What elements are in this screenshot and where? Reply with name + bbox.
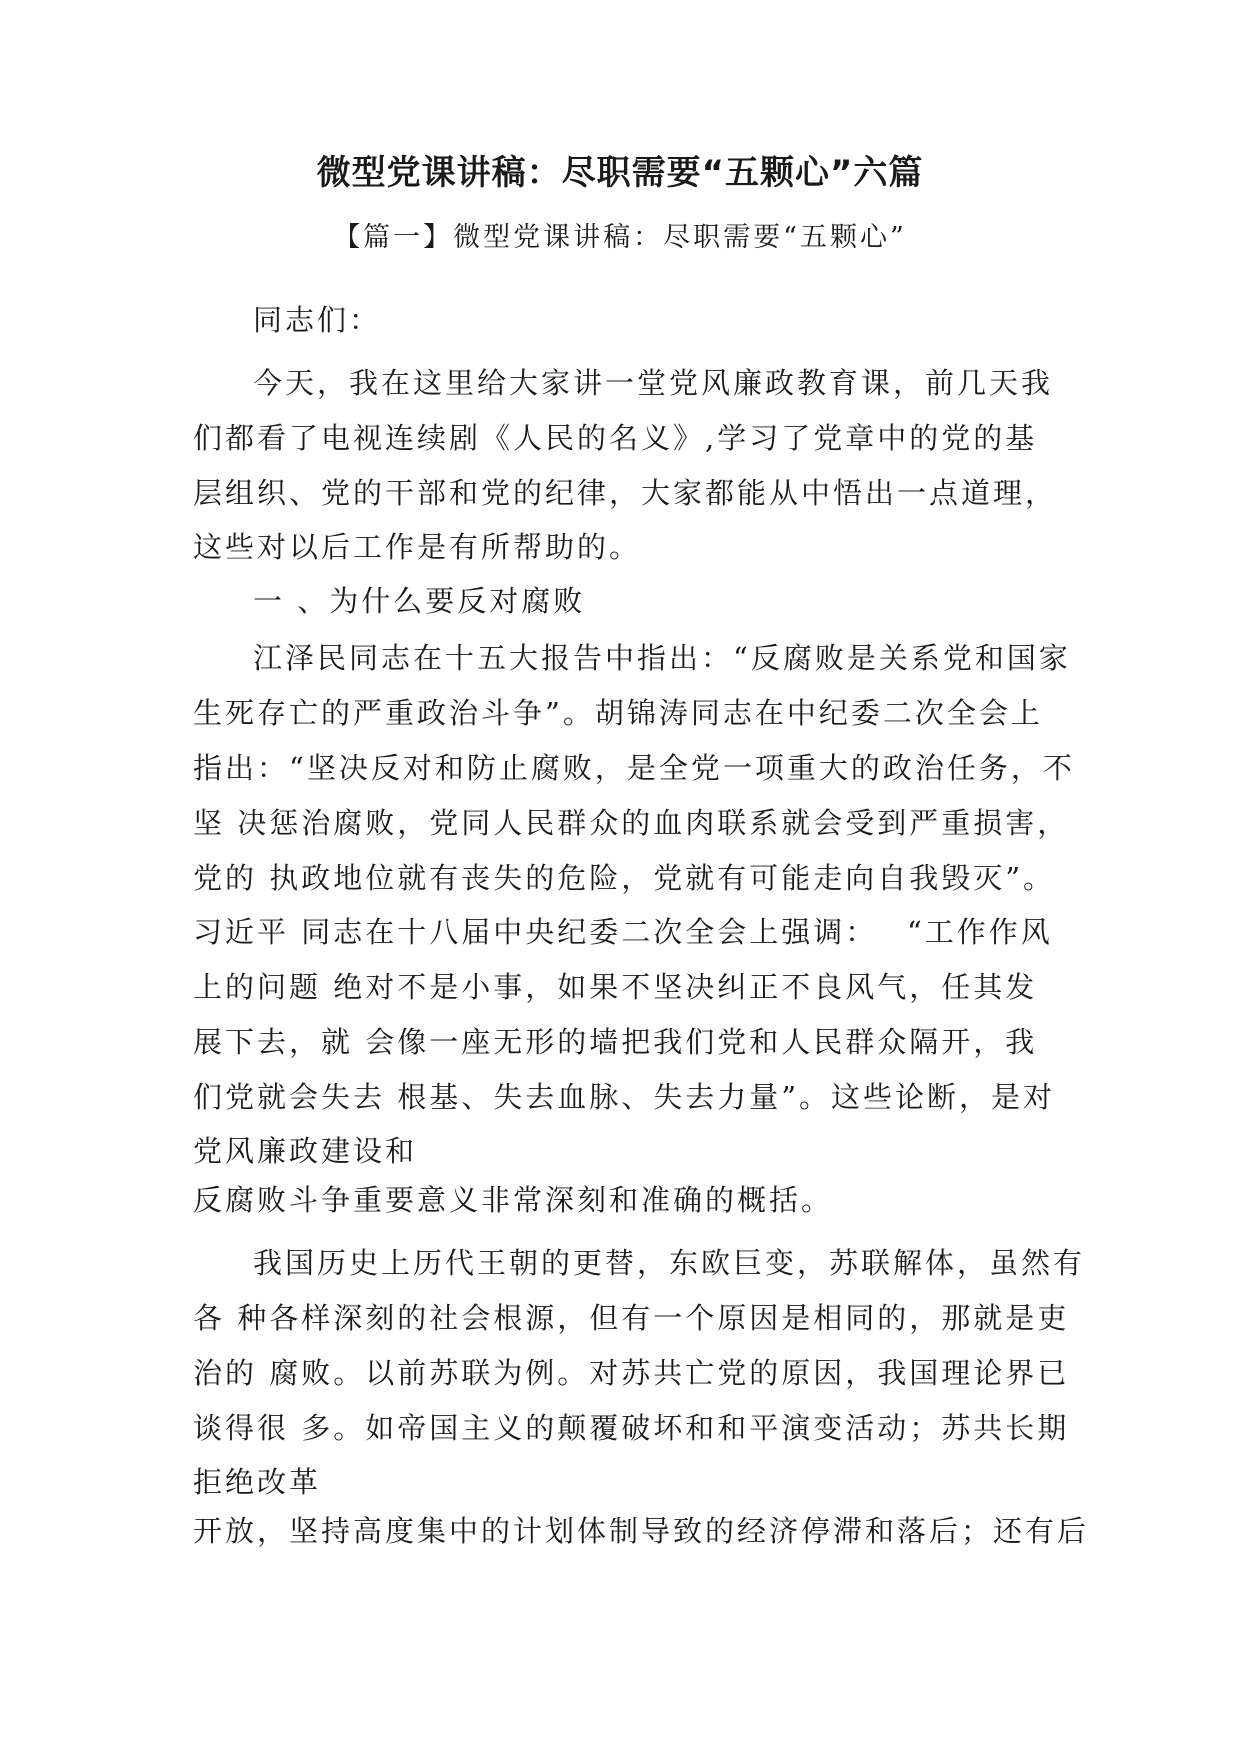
body-line: 们都看了电视连续剧《人民的名义》,学习了党章中的党的基 — [193, 421, 1038, 455]
body-line: 党风廉政建设和 — [193, 1134, 418, 1168]
section-heading: 【篇一】微型党课讲稿：尽职需要“五颗心” — [333, 222, 907, 253]
body-line: 这些对以后工作是有所帮助的。 — [193, 530, 642, 564]
body-line: 党的 执政地位就有丧失的危险，党就有可能走向自我毁灭”。 — [193, 861, 1056, 895]
salutation: 同志们： — [253, 303, 382, 337]
body-line: 开放，坚持高度集中的计划体制导致的经济停滞和落后；还有后 — [193, 1514, 1090, 1548]
body-line: 谈得很 多。如帝国主义的颠覆破坏和和平演变活动；苏共长期 — [193, 1411, 1070, 1445]
section-subheading: 一 、为什么要反对腐败 — [253, 584, 586, 618]
body-line: 江泽民同志在十五大报告中指出：“反腐败是关系党和国家 — [253, 641, 1071, 675]
body-line: 上的问题 绝对不是小事，如果不坚决纠正不良风气，任其发 — [193, 970, 1038, 1004]
body-line: 治的 腐败。以前苏联为例。对苏共亡党的原因，我国理论界已 — [193, 1356, 1070, 1390]
body-line: 各 种各样深刻的社会根源，但有一个原因是相同的，那就是吏 — [193, 1301, 1070, 1335]
body-line: 展下去，就 会像一座无形的墙把我们党和人民群众隔开，我 — [193, 1025, 1038, 1059]
body-line: 我国历史上历代王朝的更替，东欧巨变，苏联解体，虽然有 — [253, 1246, 1086, 1280]
document-title: 微型党课讲稿：尽职需要“五颗心”六篇 — [316, 153, 924, 193]
body-line: 们党就会失去 根基、失去血脉、失去力量”。这些论断，是对 — [193, 1080, 1056, 1114]
body-line: 指出：“坚决反对和防止腐败，是全党一项重大的政治任务，不 — [193, 751, 1075, 785]
body-line: 今天，我在这里给大家讲一堂党风廉政教育课，前几天我 — [253, 366, 1054, 400]
body-line: 反腐败斗争重要意义非常深刻和准确的概括。 — [193, 1183, 834, 1217]
body-line: 层组织、党的干部和党的纪律，大家都能从中悟出一点道理， — [193, 476, 1058, 510]
body-line: 生死存亡的严重政治斗争”。胡锦涛同志在中纪委二次全会上 — [193, 696, 1043, 730]
body-line: 拒绝改革 — [193, 1465, 322, 1499]
body-line: 坚 决惩治腐败，党同人民群众的血肉联系就会受到严重损害， — [193, 806, 1070, 840]
body-line: 习近平 同志在十八届中央纪委二次全会上强调： “工作作风 — [193, 915, 1053, 949]
